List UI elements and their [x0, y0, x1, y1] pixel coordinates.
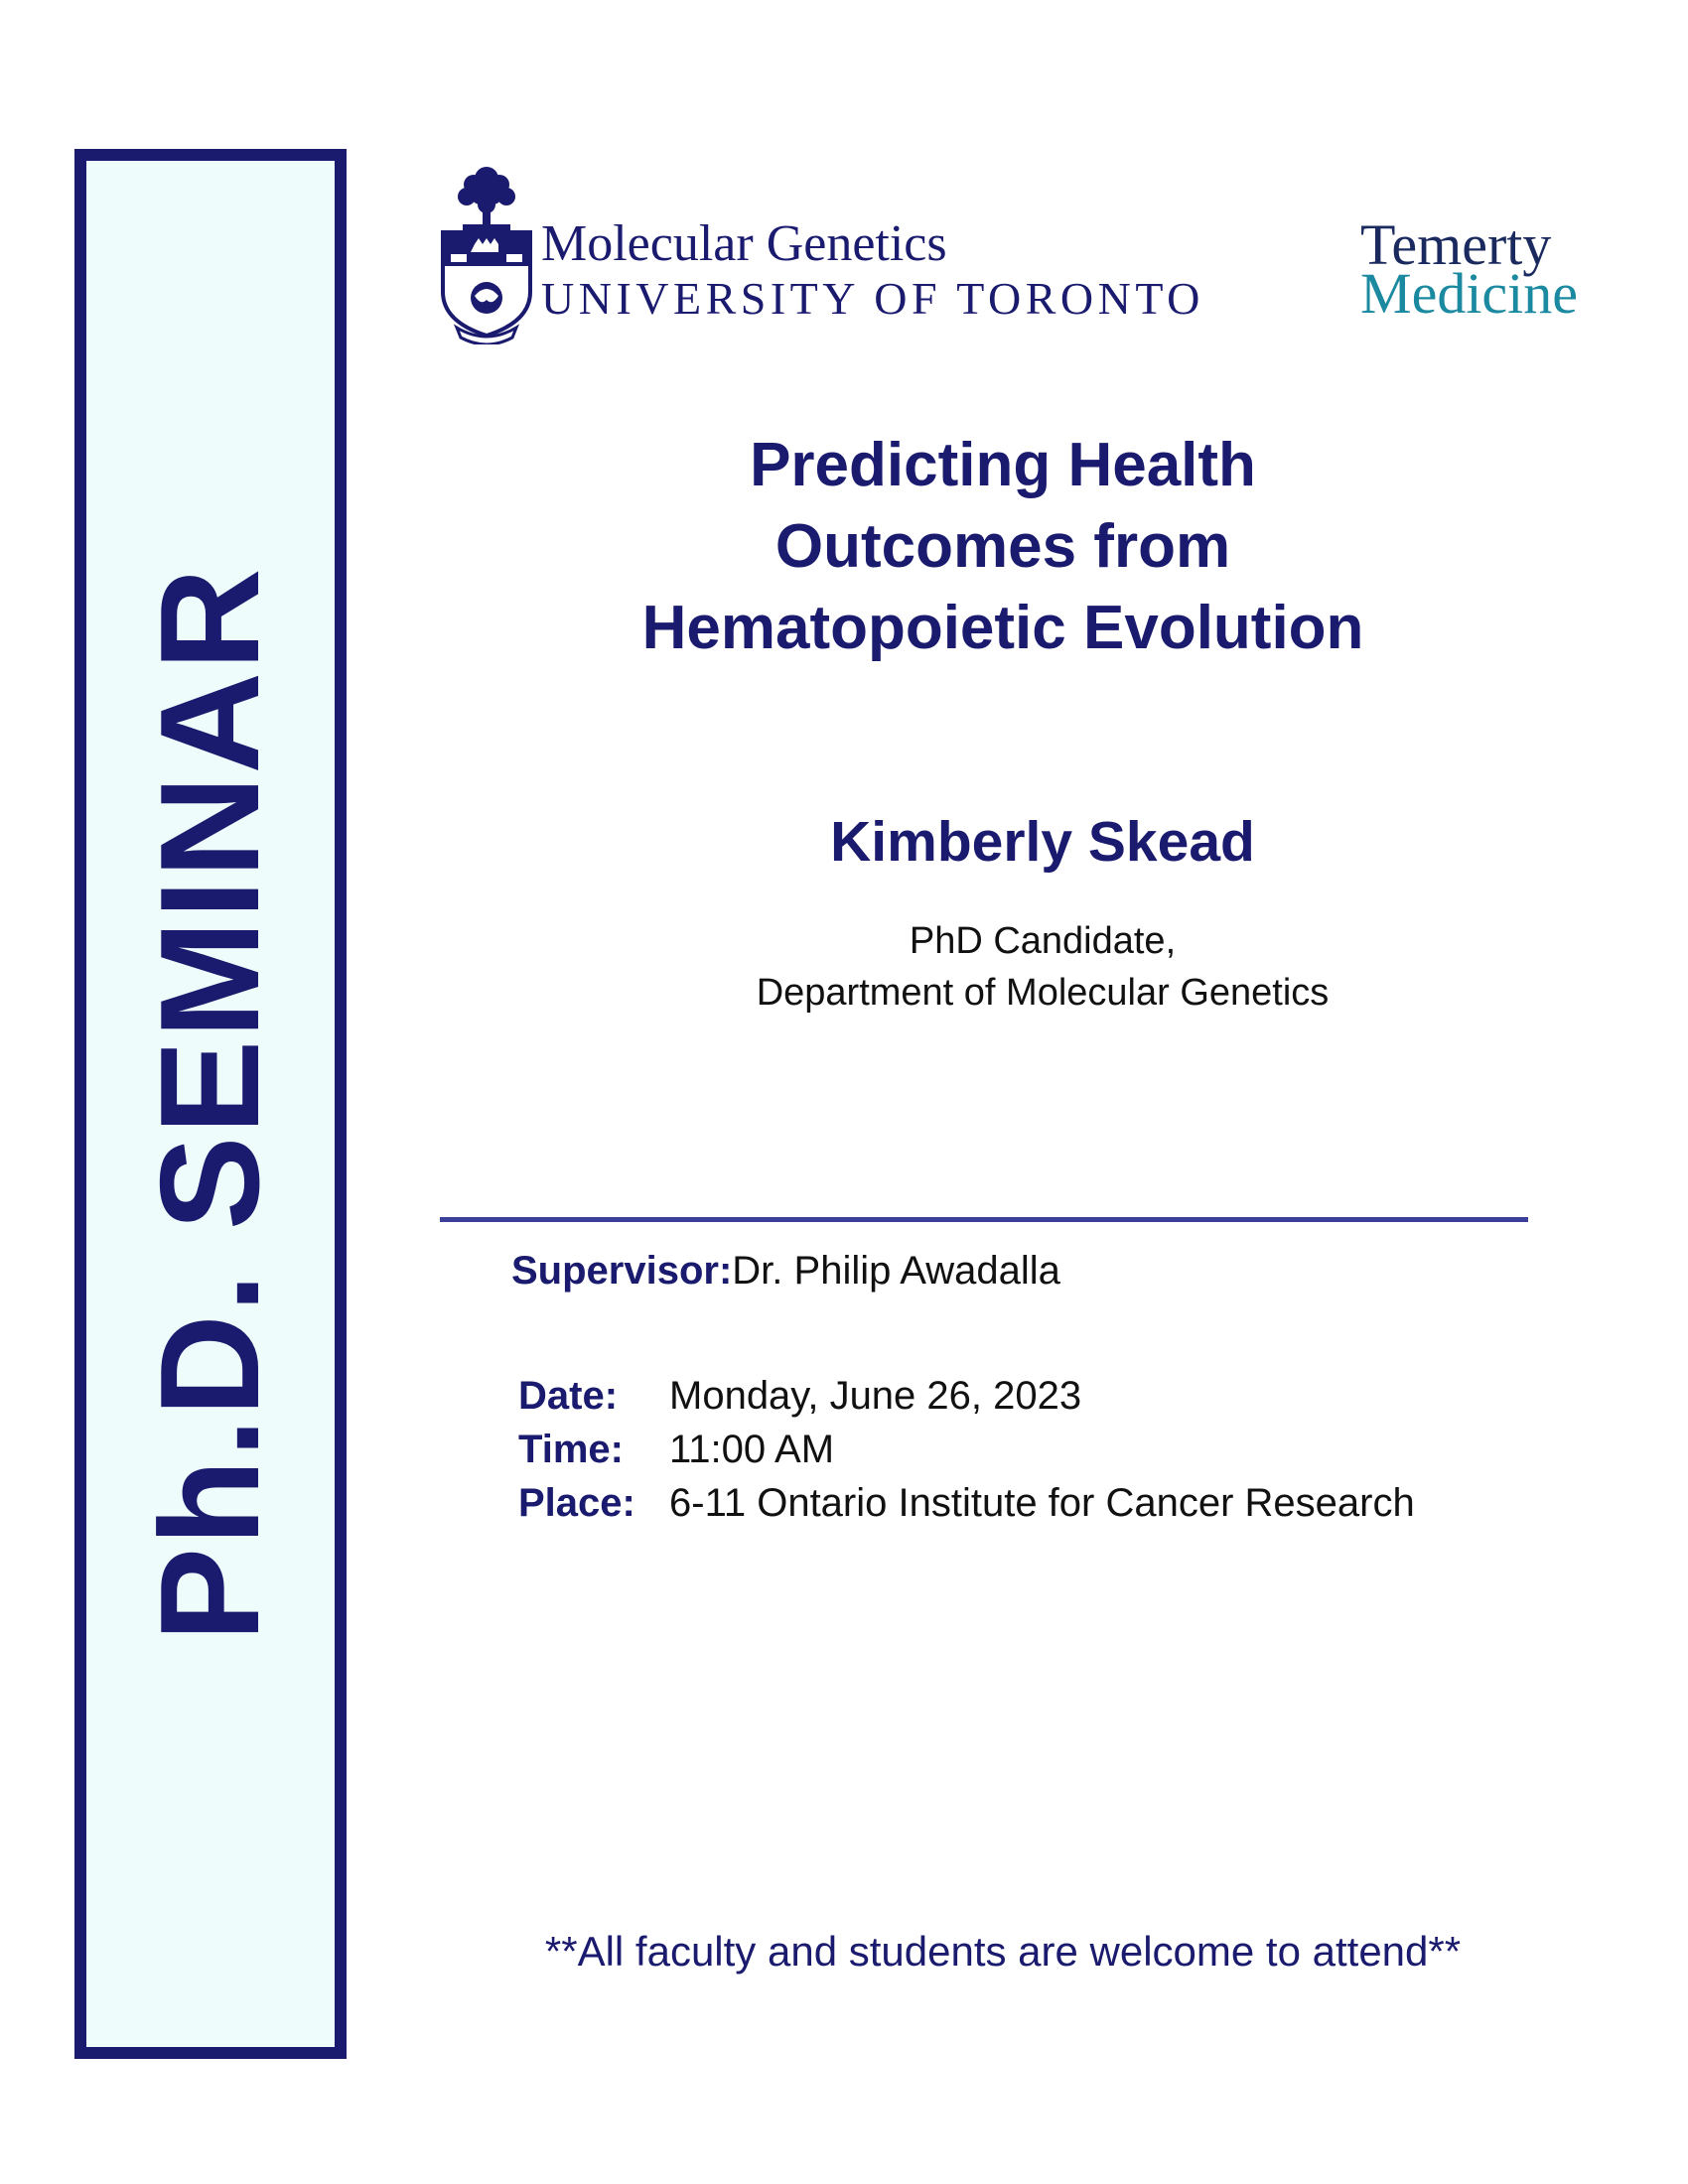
title-line-3: Hematopoietic Evolution	[641, 594, 1364, 662]
seminar-title	[596, 425, 1410, 669]
faculty-logo	[1360, 212, 1579, 327]
speaker-name: Kimberly Skead	[830, 810, 1255, 874]
supervisor-label: Supervisor:	[511, 1249, 733, 1293]
time-label: Time:	[518, 1428, 624, 1471]
side-banner	[74, 149, 347, 2059]
department-name: Molecular Genetics	[541, 215, 947, 272]
title-line-1: Predicting Health	[750, 431, 1256, 499]
time-row	[518, 1428, 834, 1472]
date-label: Date:	[518, 1374, 619, 1418]
speaker-role	[645, 915, 1440, 1019]
role-line-1: PhD Candidate,	[909, 920, 1177, 962]
title-line-2: Outcomes from	[774, 512, 1231, 581]
supervisor-value: Dr. Philip Awadalla	[732, 1249, 1060, 1293]
place-row	[518, 1481, 1415, 1526]
role-line-2: Department of Molecular Genetics	[756, 972, 1330, 1014]
section-divider	[440, 1217, 1528, 1222]
welcome-note: **All faculty and students are welcome to attend**	[544, 1928, 1462, 1975]
date-row	[518, 1374, 1081, 1419]
time-value: 11:00 AM	[669, 1428, 835, 1471]
faculty-name-line1: Temerty	[1360, 212, 1552, 277]
supervisor-row	[511, 1249, 1060, 1294]
faculty-name-line2: Medicine	[1360, 261, 1579, 327]
university-name: UNIVERSITY OF TORONTO	[541, 273, 1204, 324]
seminar-type-label: Ph.D. SEMINAR	[131, 566, 289, 1642]
place-value: 6-11 Ontario Institute for Cancer Research	[669, 1481, 1415, 1525]
university-logo	[541, 215, 1204, 324]
date-value: Monday, June 26, 2023	[669, 1374, 1082, 1418]
place-label: Place:	[518, 1481, 635, 1525]
university-crest-icon	[437, 161, 536, 344]
